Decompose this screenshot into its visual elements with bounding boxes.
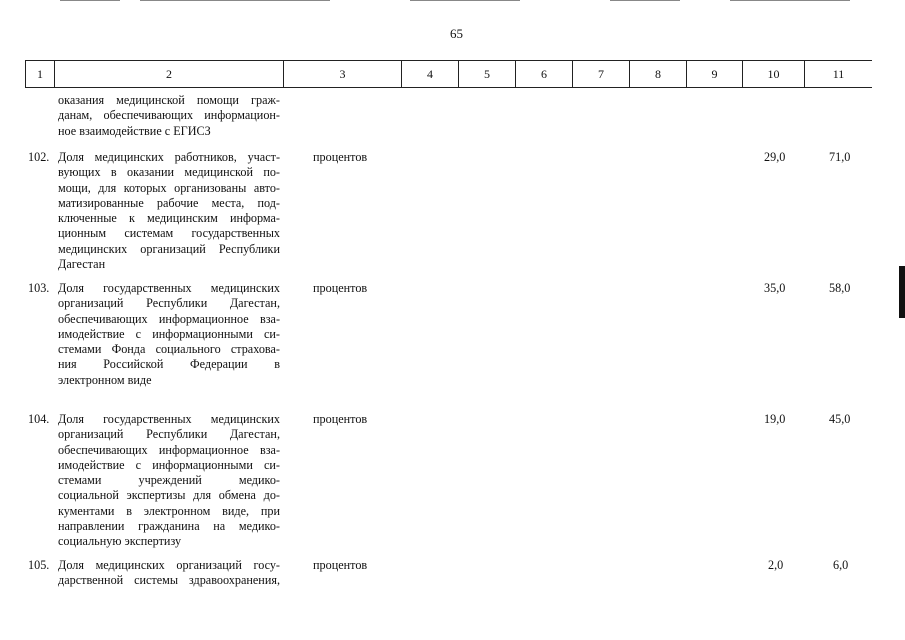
row-description: Доля медицинских организаций госу- дарственной системы здравоохранения,	[58, 558, 280, 588]
row-description: Доля государственных медицинских организаций Республики Дагестан, обеспечивающих информационное вза- имодействие с информационными си- стемами учреждений медико- социальной экспертизы для обмена до- кументами в электронном виде, при направлении гражданина на медико- социальную экспертизу	[58, 412, 280, 549]
scan-artifact-top	[410, 0, 520, 1]
header-col-8: 8	[630, 61, 687, 87]
header-col-3: 3	[284, 61, 402, 87]
row-value-col11: 45,0	[829, 412, 851, 426]
row-unit: процентов	[313, 558, 368, 572]
header-col-4: 4	[402, 61, 459, 87]
row-description: Доля государственных медицинских организаций Республики Дагестан, обеспечивающих информационное вза- имодействие с информационными си- стемами Фонда социального страхова- ния Российской Федерации в электронном виде	[58, 281, 280, 387]
header-col-10: 10	[743, 61, 805, 87]
header-col-5: 5	[459, 61, 516, 87]
scan-artifact-top	[140, 0, 330, 1]
header-col-7: 7	[573, 61, 630, 87]
row-value-col11: 6,0	[833, 558, 849, 572]
row-value-col10: 29,0	[764, 150, 786, 164]
row-unit: процентов	[313, 412, 368, 426]
row-description: оказания медицинской помощи граж- данам, обеспечивающих информацион- ное взаимодействие с ЕГИСЗ	[58, 93, 280, 138]
row-description: Доля медицинских работников, участ- вующих в оказании медицинской по- мощи, для которых организованы авто- матизированные рабочие места, под- ключенные к медицинским информа- ционным системам государственных медицинских организаций Республики Дагестан	[58, 150, 280, 272]
table-header	[25, 60, 872, 88]
row-unit: процентов	[313, 150, 368, 164]
row-value-col10: 35,0	[764, 281, 786, 295]
header-col-1: 1	[26, 61, 55, 87]
header-col-11: 11	[832, 66, 845, 81]
row-value-col10: 19,0	[764, 412, 786, 426]
row-number: 102.	[28, 150, 50, 164]
header-col-2: 2	[55, 61, 284, 87]
row-value-col10: 2,0	[768, 558, 784, 572]
row-value-col11: 71,0	[829, 150, 851, 164]
scan-artifact-edge	[899, 266, 905, 318]
row-number: 105.	[28, 558, 50, 572]
row-unit: процентов	[313, 281, 368, 295]
header-col-9: 9	[687, 61, 743, 87]
row-number: 103.	[28, 281, 50, 295]
header-col-6: 6	[516, 61, 573, 87]
scan-artifact-top	[610, 0, 680, 1]
scan-artifact-top	[60, 0, 120, 1]
scan-artifact-top	[730, 0, 850, 1]
row-number: 104.	[28, 412, 50, 426]
row-value-col11: 58,0	[829, 281, 851, 295]
